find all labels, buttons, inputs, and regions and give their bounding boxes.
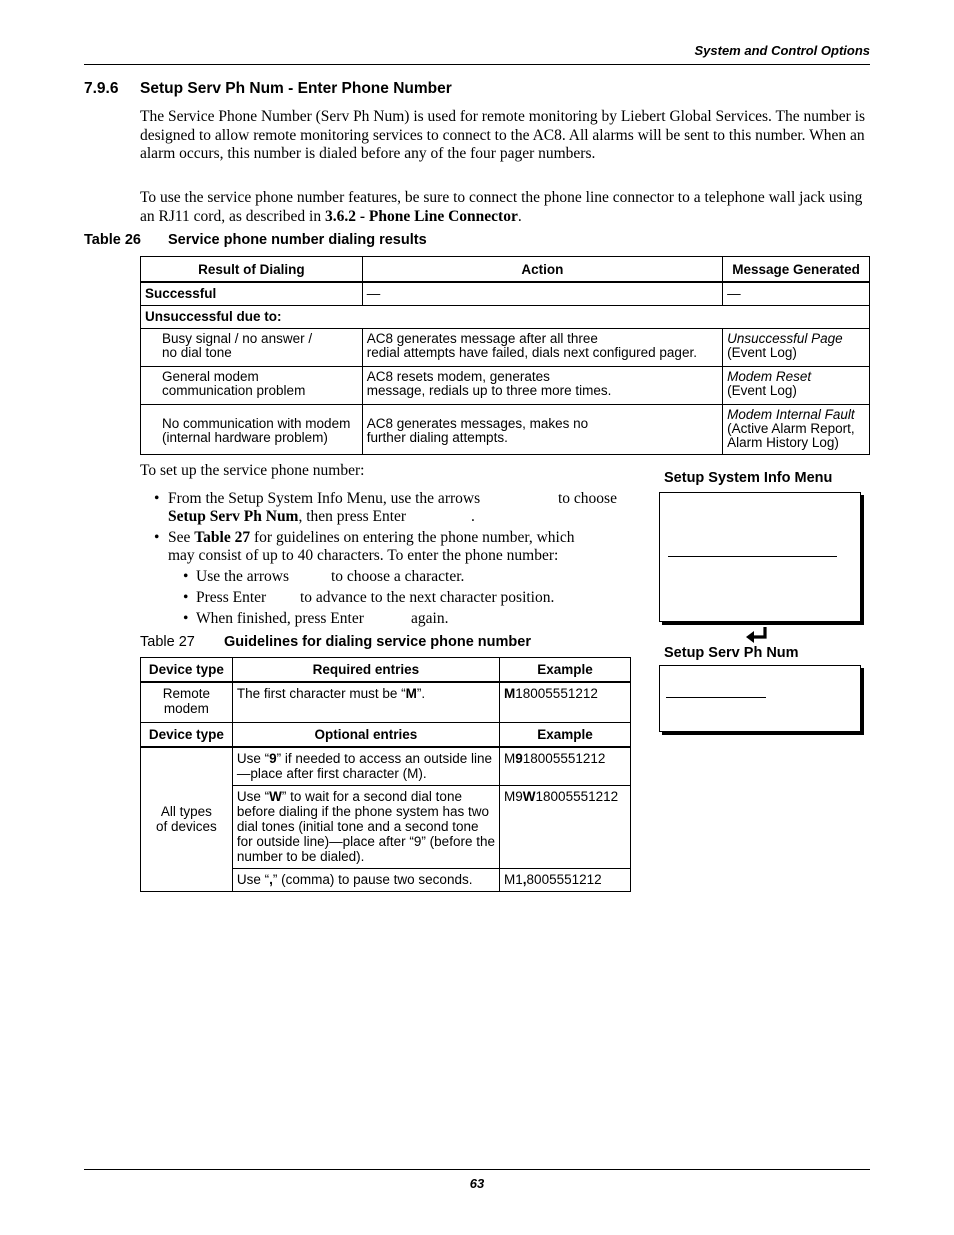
table-cell-device <box>141 682 233 722</box>
cell-line: Remote <box>162 686 211 701</box>
sub-bullet-text: Use the arrows <box>196 568 289 585</box>
cell-line: communication problem <box>162 383 306 398</box>
para2-text: To use the service phone number features, be sure to connect the phone line connector to a telephone wall jack using an RJ11 cord, as described in <box>140 189 863 225</box>
table-cell-result <box>141 329 363 367</box>
setup-intro: To set up the service phone number: <box>140 462 365 479</box>
cell-line: No communication with modem <box>162 416 351 431</box>
table-cell-example <box>500 747 631 786</box>
sub-bullet-text: to advance to the next character position. <box>300 589 555 606</box>
cell-text: 18005551212 <box>535 788 619 804</box>
message-name: Modem Reset <box>727 369 812 384</box>
table-cell-all-devices <box>141 747 233 892</box>
cell-bold: 9 <box>515 750 523 766</box>
bullet-marker: • <box>154 490 160 507</box>
cell-line: All types <box>160 803 212 819</box>
cell-text: ” to wait for a second dial tone before dialing if the phone system has two dial tones (initial tone and a second tone for outside line)—place after “9” (before the number to be dialed). <box>236 788 495 864</box>
cell-text: ” if needed to access an outside line—place after first character (M). <box>236 750 493 781</box>
cell-text: Use “ <box>236 788 270 804</box>
table-cell-option <box>232 785 499 868</box>
cell-line: (Active Alarm Report, <box>727 421 855 436</box>
col-header-example: Example <box>500 658 631 683</box>
bullet-text: From the Setup System Info Menu, use the arrows <box>168 490 481 507</box>
header-divider <box>84 64 870 65</box>
bullet-text: may consist of up to 40 characters. To enter the phone number: <box>168 547 559 564</box>
cell-text: M9 <box>504 788 523 804</box>
sub-bullet-text: to choose a character. <box>331 568 465 585</box>
cell-text: Use “ <box>236 871 270 887</box>
table26-label: Table 26 <box>84 232 141 248</box>
cell-line: redial attempts have failed, dials next configured pager. <box>366 345 697 360</box>
table-cell-example <box>500 785 631 868</box>
cell-text: ”. <box>416 686 426 701</box>
table-cell-message <box>723 329 870 367</box>
table-cell-example <box>500 868 631 891</box>
cell-bold: M <box>504 686 516 701</box>
col-header-example: Example <box>500 722 631 747</box>
section-cross-ref: 3.6.2 - Phone Line Connector <box>324 207 518 225</box>
table-cell-action <box>362 329 722 367</box>
enter-key-icon <box>745 626 769 644</box>
section-title: Setup Serv Ph Num - Enter Phone Number <box>140 80 452 97</box>
cell-text: Use “ <box>236 750 270 766</box>
cell-bold: W <box>522 788 536 804</box>
cell-line: (Event Log) <box>727 383 797 398</box>
successful-label: Successful <box>141 282 363 306</box>
bullet-marker: • <box>154 529 160 546</box>
table-cross-ref: Table 27 <box>194 529 251 546</box>
message-name: Unsuccessful Page <box>727 331 843 346</box>
footer-divider <box>84 1169 870 1170</box>
sub-bullet-marker: • <box>183 589 189 606</box>
col-header-action: Action <box>362 257 722 283</box>
table-cell-result <box>141 367 363 405</box>
col-header-optional: Optional entries <box>232 722 499 747</box>
bullet-text: to choose <box>558 490 617 507</box>
cell-text: M1 <box>504 871 523 887</box>
dialing-results-table <box>140 256 870 455</box>
page-number: 63 <box>469 1176 485 1191</box>
section-number: 7.9.6 <box>84 80 119 97</box>
cell-line: (Event Log) <box>727 345 797 360</box>
selection-underline <box>668 556 837 557</box>
table27-title: Guidelines for dialing service phone number <box>224 634 531 650</box>
bullet-text: . <box>471 508 475 525</box>
bullet-text: , then press Enter <box>298 508 407 525</box>
cell-line: AC8 resets modem, generates <box>366 369 550 384</box>
table-cell-result <box>141 405 363 455</box>
cell-line: further dialing attempts. <box>366 430 508 445</box>
cell-line: modem <box>163 701 209 716</box>
col-header-result: Result of Dialing <box>141 257 363 283</box>
cell-bold: 9 <box>269 750 277 766</box>
cell-line: AC8 generates messages, makes no <box>366 416 589 431</box>
successful-action: — <box>362 282 722 306</box>
successful-message: — <box>723 282 870 306</box>
cell-bold: M <box>405 686 417 701</box>
cell-text: 18005551212 <box>522 750 606 766</box>
sub-bullet-text: When finished, press Enter <box>196 610 364 627</box>
col-header-message: Message Generated <box>723 257 870 283</box>
bullet-text: for guidelines on entering the phone number, which <box>250 529 575 546</box>
unsuccessful-label: Unsuccessful due to: <box>141 306 870 329</box>
table-cell-option <box>232 747 499 786</box>
cell-line: General modem <box>162 369 259 384</box>
cell-line: message, redials up to three more times. <box>366 383 612 398</box>
dialing-guidelines-table <box>140 657 631 892</box>
bullet-text <box>168 528 575 547</box>
col-header-device: Device type <box>141 658 233 683</box>
serv-ph-num-title: Setup Serv Ph Num <box>664 645 799 661</box>
table-cell-message <box>723 367 870 405</box>
table-cell-entry <box>232 682 499 722</box>
cell-text: The first character must be “ <box>236 686 406 701</box>
table-cell-action <box>362 405 722 455</box>
col-header-device: Device type <box>141 722 233 747</box>
cell-line: Alarm History Log) <box>727 435 839 450</box>
connector-paragraph <box>140 189 872 226</box>
cell-line: AC8 generates message after all three <box>366 331 598 346</box>
bullet-text: See <box>168 529 195 546</box>
running-header: System and Control Options <box>694 43 870 58</box>
system-info-menu-title: Setup System Info Menu <box>664 470 833 486</box>
cell-bold: W <box>269 788 282 804</box>
entry-underline <box>666 697 766 698</box>
col-header-required: Required entries <box>232 658 499 683</box>
cell-line: Busy signal / no answer / <box>162 331 313 346</box>
intro-paragraph: The Service Phone Number (Serv Ph Num) is used for remote monitoring by Liebert Global Services. The number is designed to allow remote monitoring services to connect to the AC8. All alarms will be sent to this number. When an alarm occurs, this number is dialed before any of the four pager numbers. <box>140 108 866 162</box>
table-cell-option <box>232 868 499 891</box>
table26-title: Service phone number dialing results <box>168 232 427 248</box>
sub-bullet-text: Press Enter <box>196 589 267 606</box>
system-info-menu-display <box>659 492 861 622</box>
table27-label: Table 27 <box>140 634 195 650</box>
cell-text: M <box>504 750 516 766</box>
cell-text: 8005551212 <box>526 871 602 887</box>
cell-line: (internal hardware problem) <box>162 430 328 445</box>
table-cell-message <box>723 405 870 455</box>
table27-caption <box>140 634 531 650</box>
table-cell-action <box>362 367 722 405</box>
sub-bullet-text: again. <box>411 610 449 627</box>
menu-item-name: Setup Serv Ph Num <box>168 508 299 525</box>
serv-ph-num-display <box>659 665 861 732</box>
table-cell-example <box>500 682 631 722</box>
cell-bold: , <box>269 871 273 887</box>
cell-line: of devices <box>156 818 217 834</box>
table26-caption <box>84 232 427 248</box>
sub-bullet-marker: • <box>183 568 189 585</box>
cell-line: no dial tone <box>162 345 232 360</box>
sub-bullet-marker: • <box>183 610 189 627</box>
bullet-text <box>168 507 406 526</box>
cell-text: 18005551212 <box>515 686 598 701</box>
cell-bold: , <box>522 871 527 887</box>
section-heading <box>84 80 452 98</box>
message-name: Modem Internal Fault <box>727 407 855 422</box>
para2-end: . <box>517 207 522 225</box>
cell-text: ” (comma) to pause two seconds. <box>272 871 473 887</box>
